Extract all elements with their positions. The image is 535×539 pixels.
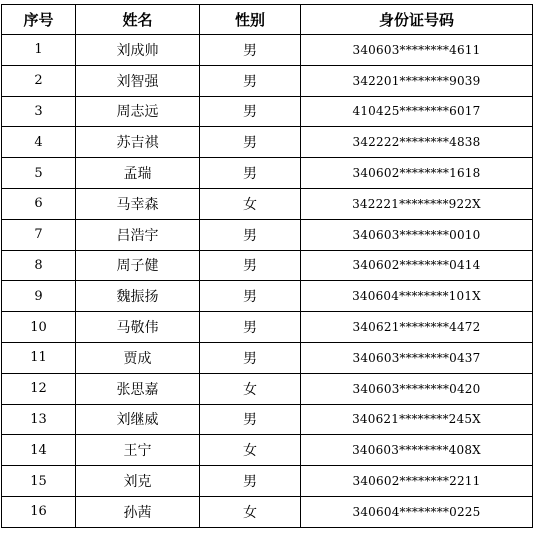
name-cell: 刘继威 <box>76 404 200 435</box>
roster-table <box>1 4 533 528</box>
table-row <box>2 373 533 404</box>
name-cell: 周志远 <box>76 96 200 127</box>
id-number-cell: 340621********245X <box>301 404 533 435</box>
header-serial-number: 序号 <box>2 5 76 35</box>
table-row <box>2 158 533 189</box>
name-cell: 马敬伟 <box>76 312 200 343</box>
header-name: 姓名 <box>76 5 200 35</box>
table-row <box>2 65 533 96</box>
table-row <box>2 281 533 312</box>
name-cell: 魏振扬 <box>76 281 200 312</box>
header-row <box>2 5 533 35</box>
gender-cell: 女 <box>200 435 301 466</box>
serial-number-cell: 15 <box>2 466 76 497</box>
table-row <box>2 496 533 527</box>
table-row <box>2 219 533 250</box>
serial-number-cell: 7 <box>2 219 76 250</box>
gender-cell: 男 <box>200 312 301 343</box>
name-cell: 王宁 <box>76 435 200 466</box>
table-body <box>2 35 533 528</box>
gender-cell: 男 <box>200 250 301 281</box>
id-number-cell: 342222********4838 <box>301 127 533 158</box>
id-number-cell: 340604********101X <box>301 281 533 312</box>
serial-number-cell: 11 <box>2 342 76 373</box>
table-row <box>2 250 533 281</box>
name-cell: 苏吉祺 <box>76 127 200 158</box>
id-number-cell: 340603********0010 <box>301 219 533 250</box>
id-number-cell: 340602********2211 <box>301 466 533 497</box>
header-gender: 性别 <box>200 5 301 35</box>
table-row <box>2 127 533 158</box>
table-row <box>2 435 533 466</box>
serial-number-cell: 12 <box>2 373 76 404</box>
id-number-cell: 340603********408X <box>301 435 533 466</box>
serial-number-cell: 4 <box>2 127 76 158</box>
id-number-cell: 340603********0420 <box>301 373 533 404</box>
table-header <box>2 5 533 35</box>
id-number-cell: 340602********0414 <box>301 250 533 281</box>
serial-number-cell: 14 <box>2 435 76 466</box>
table-row <box>2 466 533 497</box>
name-cell: 刘克 <box>76 466 200 497</box>
gender-cell: 男 <box>200 65 301 96</box>
serial-number-cell: 1 <box>2 35 76 66</box>
table-row <box>2 35 533 66</box>
table-row <box>2 96 533 127</box>
name-cell: 刘智强 <box>76 65 200 96</box>
gender-cell: 男 <box>200 466 301 497</box>
id-number-cell: 342201********9039 <box>301 65 533 96</box>
table-row <box>2 342 533 373</box>
serial-number-cell: 6 <box>2 188 76 219</box>
serial-number-cell: 2 <box>2 65 76 96</box>
name-cell: 张思嘉 <box>76 373 200 404</box>
table-row <box>2 188 533 219</box>
name-cell: 孟瑞 <box>76 158 200 189</box>
id-number-cell: 340604********0225 <box>301 496 533 527</box>
serial-number-cell: 9 <box>2 281 76 312</box>
gender-cell: 女 <box>200 496 301 527</box>
serial-number-cell: 10 <box>2 312 76 343</box>
name-cell: 马幸森 <box>76 188 200 219</box>
serial-number-cell: 3 <box>2 96 76 127</box>
gender-cell: 女 <box>200 373 301 404</box>
id-number-cell: 340603********4611 <box>301 35 533 66</box>
name-cell: 刘成帅 <box>76 35 200 66</box>
gender-cell: 男 <box>200 35 301 66</box>
serial-number-cell: 16 <box>2 496 76 527</box>
header-id-number: 身份证号码 <box>301 5 533 35</box>
gender-cell: 男 <box>200 219 301 250</box>
name-cell: 贾成 <box>76 342 200 373</box>
name-cell: 周子健 <box>76 250 200 281</box>
name-cell: 孙茜 <box>76 496 200 527</box>
table-row <box>2 312 533 343</box>
id-number-cell: 340603********0437 <box>301 342 533 373</box>
gender-cell: 男 <box>200 404 301 435</box>
gender-cell: 女 <box>200 188 301 219</box>
gender-cell: 男 <box>200 281 301 312</box>
name-cell: 吕浩宇 <box>76 219 200 250</box>
serial-number-cell: 8 <box>2 250 76 281</box>
gender-cell: 男 <box>200 342 301 373</box>
serial-number-cell: 13 <box>2 404 76 435</box>
gender-cell: 男 <box>200 96 301 127</box>
id-number-cell: 340621********4472 <box>301 312 533 343</box>
table-row <box>2 404 533 435</box>
id-number-cell: 342221********922X <box>301 188 533 219</box>
gender-cell: 男 <box>200 158 301 189</box>
id-number-cell: 410425********6017 <box>301 96 533 127</box>
id-number-cell: 340602********1618 <box>301 158 533 189</box>
gender-cell: 男 <box>200 127 301 158</box>
serial-number-cell: 5 <box>2 158 76 189</box>
